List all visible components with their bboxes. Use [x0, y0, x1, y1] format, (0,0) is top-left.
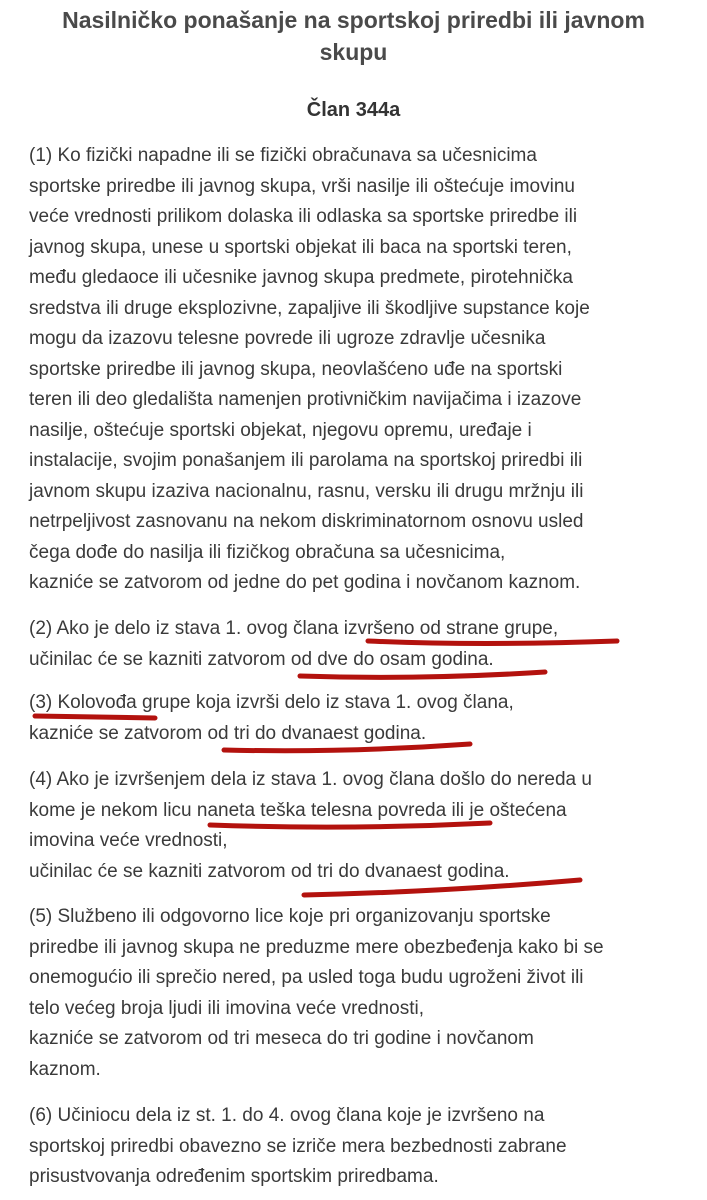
text-line: kazniće se zatvorom od tri do dvanaest godina. — [29, 722, 427, 744]
text-line: sportske priredbe ili javnog skupa, neovlašćeno uđe na sportski — [29, 358, 563, 380]
title-line: Nasilničko ponašanje na sportskoj priredbi ili javnom — [62, 7, 645, 33]
text-line: priredbe ili javnog skupa ne preduzme mere obezbeđenja kako bi se — [29, 936, 604, 958]
text-line: (5) Službeno ili odgovorno lice koje pri organizovanju sportske — [29, 906, 551, 927]
paragraph-2 — [29, 614, 699, 675]
text-line: učinilac će se kazniti zatvorom od tri do dvanaest godina. — [29, 860, 510, 882]
text-line: sredstva ili druge eksplozivne, zapaljive ili škodljive supstance koje — [29, 297, 590, 319]
text-line: telo većeg broja ljudi ili imovina veće vrednosti, — [29, 997, 424, 1019]
text-line: (3) Kolovođa grupe koja izvrši delo iz stava 1. ovog člana, — [29, 692, 514, 713]
text-line: kaznom. — [29, 1058, 101, 1080]
text-line: javnom skupu izaziva nacionalnu, rasnu, versku ili drugu mržnju ili — [29, 480, 584, 502]
text-line: (2) Ako je delo iz stava 1. ovog člana izvršeno od strane grupe, — [29, 618, 559, 639]
paragraph-3 — [29, 688, 699, 749]
article-heading: Član 344a — [306, 99, 401, 121]
text-line: sportske priredbe ili javnog skupa, vrši nasilje ili oštećuje imovinu — [29, 175, 575, 197]
paragraph-1 — [29, 141, 699, 599]
text-line: čega dođe do nasilja ili fizičkog obračuna sa učesnicima, — [29, 541, 506, 563]
page-title — [20, 4, 687, 68]
text-line: mogu da izazovu telesne povrede ili ugroze zdravlje učesnika — [29, 328, 546, 349]
text-line: prisustvovanja određenim sportskim priredbama. — [29, 1166, 439, 1187]
text-line: nasilje, oštećuje sportski objekat, njegovu opremu, uređaje i — [29, 419, 532, 441]
text-line: kome je nekom licu naneta teška telesna povreda ili je oštećena — [29, 799, 567, 821]
text-line: onemogućio ili sprečio nered, pa usled toga budu ugroženi život ili — [29, 967, 584, 988]
paragraph-6 — [29, 1101, 699, 1193]
text-line: među gledaoce ili učesnike javnog skupa predmete, pirotehnička — [29, 267, 573, 288]
text-line: (6) Učiniocu dela iz st. 1. do 4. ovog člana koje je izvršeno na — [29, 1105, 545, 1126]
text-line: učinilac će se kazniti zatvorom od dve do osam godina. — [29, 648, 494, 670]
text-line: veće vrednosti prilikom dolaska ili odlaska sa sportske priredbe ili — [29, 206, 578, 227]
text-line: javnog skupa, unese u sportski objekat ili baca na sportski teren, — [29, 236, 572, 258]
title-line: skupu — [319, 39, 388, 65]
text-line: netrpeljivost zasnovanu na nekom diskriminatornom osnovu usled — [29, 511, 584, 532]
text-line: (4) Ako je izvršenjem dela iz stava 1. ovog člana došlo do nereda u — [29, 769, 592, 790]
text-line: (1) Ko fizički napadne ili se fizički obračunava sa učesnicima — [29, 145, 537, 166]
text-line: teren ili deo gledališta namenjen protivničkim navijačima i izazove — [29, 389, 582, 410]
text-line: kazniće se zatvorom od jedne do pet godina i novčanom kaznom. — [29, 572, 581, 593]
text-line: kazniće se zatvorom od tri meseca do tri godine i novčanom — [29, 1028, 534, 1049]
text-line: sportskoj priredbi obavezno se izriče mera bezbednosti zabrane — [29, 1135, 567, 1157]
text-line: imovina veće vrednosti, — [29, 830, 228, 851]
text-line: instalacije, svojim ponašanjem ili parolama na sportskoj priredbi ili — [29, 450, 583, 471]
paragraph-5 — [29, 902, 699, 1085]
paragraph-4 — [29, 765, 699, 887]
